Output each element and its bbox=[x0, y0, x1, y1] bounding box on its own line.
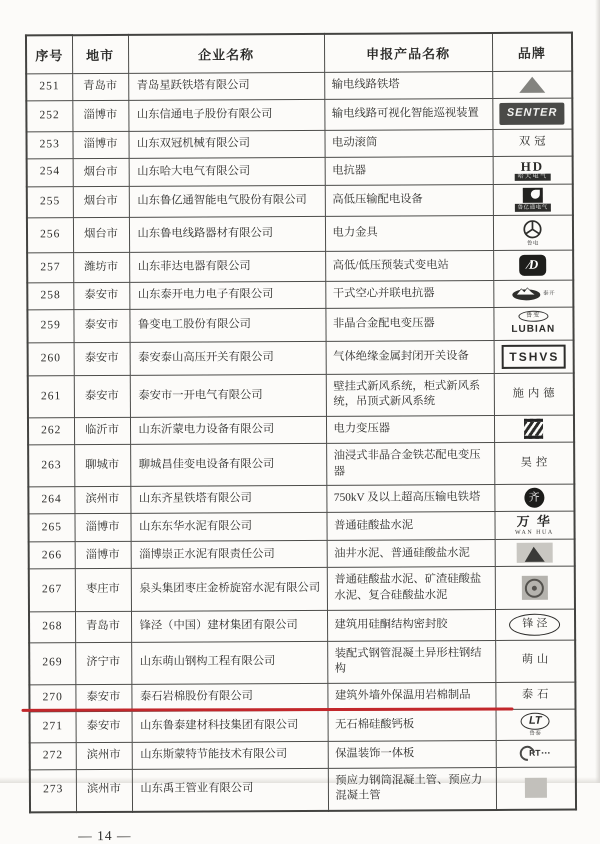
serial-cell: 263 bbox=[28, 445, 74, 487]
serial-cell: 253 bbox=[26, 132, 72, 159]
city-cell: 淄博市 bbox=[72, 100, 128, 131]
city-cell: 泰安市 bbox=[75, 684, 131, 711]
table-body bbox=[26, 71, 576, 812]
serial-cell: 260 bbox=[28, 343, 74, 376]
table-row bbox=[30, 709, 576, 743]
product-cell: 普通硅酸盐水泥、矿渣硅酸盐水泥、复合硅酸盐水泥 bbox=[327, 567, 495, 610]
product-cell: 750kV 及以上超高压输电铁塔 bbox=[326, 485, 494, 513]
company-cell: 山东鲁电线路器材有限公司 bbox=[129, 217, 325, 253]
brand-text-part: 鲁变 bbox=[518, 311, 548, 322]
brand-text: 施内德 bbox=[512, 387, 559, 400]
brand-triangle-logo bbox=[495, 76, 570, 94]
product-cell: 建筑外墙外保温用岩棉制品 bbox=[327, 682, 495, 710]
company-cell: 山东哈大电气有限公司 bbox=[129, 157, 325, 186]
product-cell: 高低压输配电设备 bbox=[325, 184, 493, 216]
brand-round-seal-logo bbox=[497, 576, 572, 600]
product-cell: 输电线路可视化智能巡视装置 bbox=[324, 98, 492, 130]
serial-cell: 251 bbox=[26, 74, 72, 101]
city-cell: 烟台市 bbox=[73, 218, 129, 253]
circle-y-icon bbox=[522, 219, 543, 240]
company-cell: 山东沂蒙电力设备有限公司 bbox=[130, 416, 326, 444]
table-row bbox=[29, 609, 575, 643]
yuwang-ring bbox=[527, 780, 544, 797]
brand-text-part: 鲁电 bbox=[526, 240, 539, 248]
brand-cell bbox=[493, 250, 573, 280]
gray-mountain-mark bbox=[516, 543, 552, 563]
serial-cell: 268 bbox=[29, 611, 75, 642]
company-cell: 山东萌山钢构工程有限公司 bbox=[131, 641, 327, 684]
brand-cell bbox=[492, 71, 572, 98]
brand-cell bbox=[492, 98, 572, 129]
serial-cell: 255 bbox=[27, 187, 73, 218]
product-cell: 输电线路铁塔 bbox=[324, 71, 492, 99]
city-cell: 滨州市 bbox=[76, 742, 132, 769]
table-row bbox=[27, 156, 573, 187]
brand-text-part: 泰开 bbox=[543, 290, 556, 297]
company-cell: 泰石岩棉股份有限公司 bbox=[131, 683, 327, 711]
product-cell: 油浸式非晶合金铁芯配电变压器 bbox=[326, 443, 494, 486]
product-cell: 壁挂式新风系统，柜式新风系统，吊顶式新风系统 bbox=[326, 373, 494, 416]
company-cell: 青岛星跃铁塔有限公司 bbox=[128, 72, 324, 100]
c-arc-shape bbox=[517, 743, 541, 764]
approval-products-table bbox=[25, 32, 577, 814]
brand-cell bbox=[493, 184, 573, 216]
product-cell: 电力变压器 bbox=[326, 416, 494, 444]
company-cell: 山东斯蒙特节能技术有限公司 bbox=[132, 741, 328, 769]
city-cell: 泰安市 bbox=[76, 711, 132, 743]
city-cell: 泰安市 bbox=[73, 310, 129, 343]
city-cell: 泰安市 bbox=[74, 342, 130, 375]
brand-cell bbox=[492, 129, 572, 156]
brand-cell bbox=[494, 415, 574, 442]
serial-cell: 257 bbox=[27, 253, 73, 283]
brand-text-part: 万 华 bbox=[516, 513, 552, 530]
serial-cell: 265 bbox=[28, 514, 74, 542]
city-cell: 淄博市 bbox=[74, 514, 130, 543]
brand-cell bbox=[495, 540, 575, 567]
city-cell: 济宁市 bbox=[75, 642, 131, 684]
brand-ludian-logo bbox=[495, 219, 570, 247]
product-cell: 预应力钢筒混凝土管、预应力混凝土管 bbox=[328, 767, 496, 811]
brand-fd-logo: ⁄ D bbox=[520, 255, 547, 276]
brand-text-part: RT bbox=[529, 747, 541, 758]
serial-cell: 267 bbox=[29, 569, 75, 611]
company-cell: 山东鲁泰建材科技集团有限公司 bbox=[132, 710, 328, 742]
brand-taikai-logo bbox=[496, 285, 571, 303]
brand-cell bbox=[494, 373, 574, 416]
city-cell: 临沂市 bbox=[74, 417, 130, 444]
table-row bbox=[28, 415, 574, 445]
brand-cell bbox=[495, 567, 575, 610]
column-header: 企业名称 bbox=[128, 34, 324, 74]
table-row bbox=[28, 340, 574, 376]
city-cell: 滨州市 bbox=[74, 487, 130, 514]
company-cell: 泉头集团枣庄金桥旋窑水泥有限公司 bbox=[131, 568, 327, 611]
city-cell: 滨州市 bbox=[76, 769, 132, 812]
table-row bbox=[27, 280, 573, 310]
brand-senter-logo: SENTER bbox=[500, 102, 565, 124]
company-cell: 聊城昌佳变电设备有限公司 bbox=[130, 443, 326, 486]
company-cell: 淄博崇正水泥有限责任公司 bbox=[131, 541, 327, 569]
company-cell: 山东信通电子股份有限公司 bbox=[128, 99, 324, 131]
table-row bbox=[27, 215, 573, 253]
table-row bbox=[28, 442, 574, 487]
company-cell: 山东齐星铁塔有限公司 bbox=[130, 486, 326, 514]
brand-yuwang-logo bbox=[498, 778, 573, 798]
triangle-mark bbox=[519, 77, 545, 93]
product-cell: 装配式钢管混凝土异形柱钢结构 bbox=[327, 640, 495, 683]
table-row bbox=[29, 567, 575, 612]
table-row bbox=[30, 767, 576, 813]
serial-cell: 259 bbox=[27, 310, 73, 343]
brand-cell bbox=[494, 442, 574, 485]
brand-text-part: 哈大电气 bbox=[514, 174, 550, 181]
brand-cell bbox=[494, 511, 574, 540]
column-header: 申报产品名称 bbox=[324, 33, 492, 72]
table-row bbox=[28, 373, 574, 418]
city-cell: 青岛市 bbox=[75, 611, 131, 642]
product-cell: 电动滚筒 bbox=[324, 129, 492, 157]
serial-cell: 270 bbox=[29, 684, 75, 711]
serial-cell: 258 bbox=[27, 283, 73, 310]
serial-cell: 269 bbox=[29, 642, 75, 684]
table-row bbox=[27, 307, 573, 343]
brand-text-part: LT bbox=[521, 712, 550, 729]
striped-square-mark bbox=[524, 419, 543, 439]
seal-ring bbox=[525, 578, 544, 597]
brand-text-part: 鲁泰 bbox=[529, 730, 542, 737]
brand-tshvs-logo: TSHVS bbox=[501, 345, 565, 369]
brand-text-part: HD bbox=[520, 158, 545, 174]
brand-cell bbox=[495, 609, 575, 640]
mountain-shape bbox=[524, 547, 544, 562]
brand-text: 泰石 bbox=[521, 688, 553, 701]
brand-text: 萌山 bbox=[521, 654, 553, 667]
yuwang-mark bbox=[525, 778, 547, 798]
brand-stripes-logo bbox=[496, 419, 571, 439]
table-row bbox=[28, 484, 574, 514]
serial-cell: 271 bbox=[30, 711, 76, 742]
product-cell: 干式空心并联电抗器 bbox=[325, 281, 493, 309]
brand-cell bbox=[495, 640, 575, 683]
city-cell: 淄博市 bbox=[72, 131, 128, 158]
city-cell: 烟台市 bbox=[73, 186, 129, 218]
brand-rt-logo bbox=[498, 744, 573, 762]
product-cell: 气体绝缘金属封闭开关设备 bbox=[326, 340, 494, 374]
table-row bbox=[29, 640, 575, 685]
brand-text-part: WAN HUA bbox=[514, 529, 554, 536]
brand-cell bbox=[496, 709, 576, 741]
company-cell: 山东菲达电器有限公司 bbox=[129, 252, 325, 283]
serial-cell: 272 bbox=[30, 743, 76, 770]
brand-hd-logo bbox=[495, 159, 570, 181]
table-row bbox=[26, 129, 572, 159]
brand-lubian-logo bbox=[496, 311, 571, 337]
brand-text: 昊控 bbox=[520, 456, 552, 469]
serial-cell: 273 bbox=[30, 769, 76, 812]
serial-cell: 266 bbox=[29, 542, 75, 569]
company-cell: 泰安市一开电气有限公司 bbox=[130, 374, 326, 417]
table-row bbox=[29, 540, 575, 570]
table-row bbox=[30, 740, 576, 770]
brand-mountain-logo bbox=[497, 543, 572, 563]
brand-cell bbox=[496, 740, 576, 767]
brand-text-part: 齐 bbox=[524, 488, 544, 508]
table-row bbox=[26, 98, 572, 132]
product-cell: 非晶合金配电变压器 bbox=[325, 308, 493, 342]
product-cell: 高低/低压预装式变电站 bbox=[325, 251, 493, 282]
serial-cell: 261 bbox=[28, 376, 74, 418]
company-cell: 锋泾（中国）建材集团有限公司 bbox=[131, 610, 327, 642]
product-cell: 电力金具 bbox=[325, 216, 493, 252]
brand-text-part: ▪▪▪ bbox=[541, 750, 551, 757]
product-cell: 普通硅酸盐水泥 bbox=[326, 512, 494, 541]
product-cell: 无石棉硅酸钙板 bbox=[328, 709, 496, 741]
city-cell: 淄博市 bbox=[75, 542, 131, 569]
table-header bbox=[26, 33, 572, 74]
company-cell: 泰安泰山高压开关有限公司 bbox=[130, 341, 326, 375]
brand-luyitong-logo bbox=[495, 188, 570, 213]
company-cell: 山东鲁亿通智能电气股份有限公司 bbox=[129, 185, 325, 217]
city-cell: 泰安市 bbox=[73, 283, 129, 310]
table-row bbox=[27, 250, 573, 283]
serial-cell: 262 bbox=[28, 418, 74, 445]
company-cell: 山东禹王管业有限公司 bbox=[132, 768, 328, 812]
city-cell: 枣庄市 bbox=[75, 569, 131, 611]
column-header: 序号 bbox=[26, 35, 72, 74]
table-row bbox=[27, 184, 573, 218]
brand-qixing-logo bbox=[497, 488, 572, 508]
brand-cell bbox=[495, 682, 575, 709]
product-cell: 电抗器 bbox=[325, 156, 493, 185]
column-header: 品牌 bbox=[492, 33, 572, 72]
brand-cell bbox=[496, 767, 576, 810]
city-cell: 潍坊市 bbox=[73, 253, 129, 283]
brand-text-part: 鲁亿通电气 bbox=[515, 204, 551, 212]
serial-cell: 256 bbox=[27, 218, 73, 253]
brand-cell bbox=[493, 307, 573, 340]
serial-cell: 252 bbox=[26, 101, 72, 132]
company-cell: 山东泰开电力电子有限公司 bbox=[129, 282, 325, 310]
brand-square-mark bbox=[523, 188, 543, 203]
brand-cell bbox=[493, 156, 573, 185]
column-header: 地市 bbox=[72, 35, 128, 74]
serial-cell: 264 bbox=[28, 487, 74, 514]
product-cell: 油井水泥、普通硅酸盐水泥 bbox=[327, 540, 495, 568]
table-row bbox=[28, 511, 574, 542]
brand-text-part: LUBIAN bbox=[511, 323, 556, 336]
table-row bbox=[26, 71, 572, 101]
round-seal-mark bbox=[522, 576, 548, 600]
mountain-ellipse-icon bbox=[511, 287, 541, 301]
city-cell: 青岛市 bbox=[72, 73, 128, 100]
brand-cell bbox=[494, 484, 574, 511]
brand-fengjing-logo: 锋泾 bbox=[509, 613, 560, 635]
product-cell: 保温装饰一体板 bbox=[328, 740, 496, 768]
city-cell: 聊城市 bbox=[74, 444, 130, 486]
city-cell: 泰安市 bbox=[74, 375, 130, 417]
brand-cell bbox=[494, 340, 574, 373]
brand-text: 双冠 bbox=[518, 135, 550, 148]
brand-cell bbox=[493, 280, 573, 307]
brand-lutai-logo bbox=[498, 712, 573, 737]
serial-cell: 254 bbox=[27, 158, 73, 186]
brand-cell bbox=[493, 215, 573, 250]
company-cell: 山东东华水泥有限公司 bbox=[130, 513, 326, 542]
company-cell: 山东双冠机械有限公司 bbox=[128, 130, 324, 158]
product-cell: 建筑用硅酮结构密封胶 bbox=[327, 609, 495, 641]
company-cell: 鲁变电工股份有限公司 bbox=[129, 308, 325, 342]
page-number: — 14 — bbox=[78, 827, 132, 844]
city-cell: 烟台市 bbox=[73, 158, 129, 187]
brand-wanhua-logo bbox=[497, 515, 572, 537]
